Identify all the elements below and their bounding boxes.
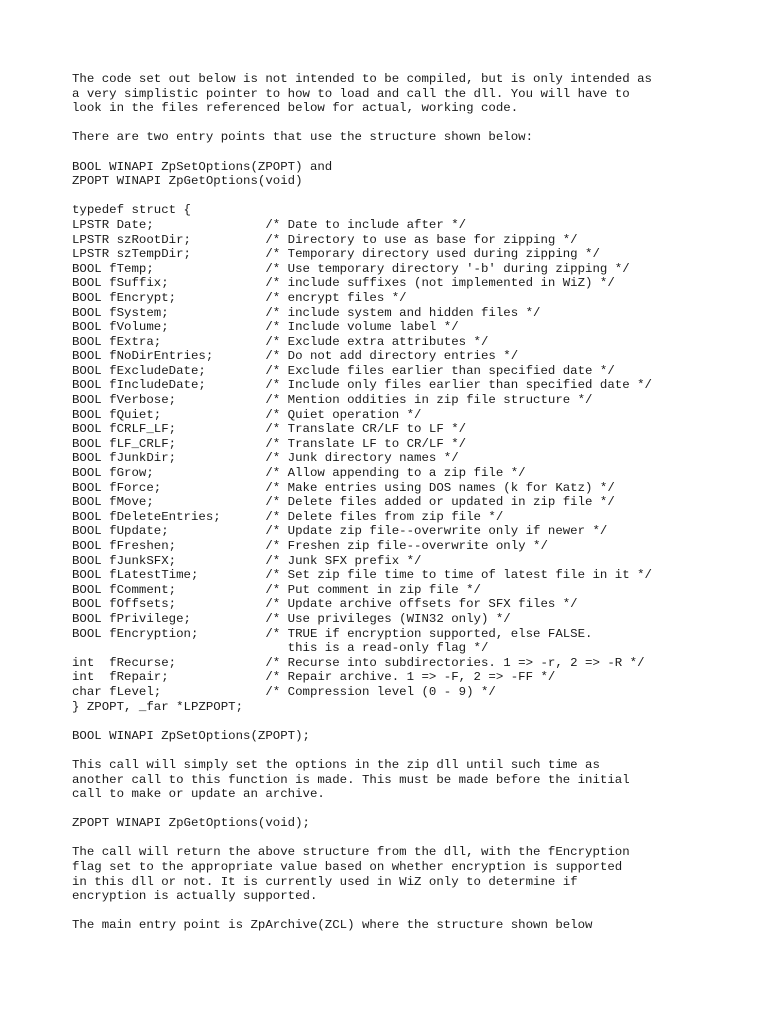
document-line: char fLevel; /* Compression level (0 - 9) */ (72, 684, 496, 699)
document-line: int fRecurse; /* Recurse into subdirectories. 1 => -r, 2 => -R */ (72, 655, 645, 670)
document-line (72, 145, 752, 160)
document-line: The call will return the above structure from the dll, with the fEncryption (72, 845, 630, 860)
document-line: BOOL fSuffix; /* include suffixes (not implemented in WiZ) */ (72, 276, 615, 291)
document-line: } ZPOPT, _far *LPZPOPT; (72, 699, 244, 714)
document-line: The code set out below is not intended to be compiled, but is only intended as (72, 72, 652, 86)
document-line: encryption is actually supported. (72, 889, 318, 904)
document-line: BOOL fUpdate; /* Update zip file--overwrite only if newer */ (72, 524, 608, 539)
document-line: BOOL fIncludeDate; /* Include only files earlier than specified date */ (72, 378, 652, 393)
document-line: BOOL fLatestTime; /* Set zip file time to time of latest file in it */ (72, 568, 652, 583)
document-line (72, 831, 752, 846)
document-line: ZPOPT WINAPI ZpGetOptions(void); (72, 816, 310, 831)
document-line: BOOL fExtra; /* Exclude extra attributes */ (72, 334, 489, 349)
document-line (72, 714, 752, 729)
document-line: look in the files referenced below for actual, working code. (72, 101, 519, 116)
document-line: This call will simply set the options in the zip dll until such time as (72, 757, 600, 772)
document-line: typedef struct { (72, 203, 191, 218)
document-line (72, 116, 752, 131)
document-line (72, 802, 752, 817)
document-line: BOOL fVerbose; /* Mention oddities in zip file structure */ (72, 393, 593, 408)
document-line: int fRepair; /* Repair archive. 1 => -F, 2 => -FF */ (72, 670, 556, 685)
document-page (72, 72, 752, 933)
document-line: BOOL fEncrypt; /* encrypt files */ (72, 290, 407, 305)
document-line: BOOL fExcludeDate; /* Exclude files earlier than specified date */ (72, 363, 615, 378)
document-line: BOOL fOffsets; /* Update archive offsets for SFX files */ (72, 597, 578, 612)
document-line: BOOL fComment; /* Put comment in zip file */ (72, 582, 481, 597)
document-line: BOOL fGrow; /* Allow appending to a zip file */ (72, 466, 526, 481)
document-line: BOOL fPrivilege; /* Use privileges (WIN32 only) */ (72, 611, 511, 626)
document-line: BOOL fMove; /* Delete files added or updated in zip file */ (72, 495, 615, 510)
document-line: flag set to the appropriate value based on whether encryption is supported (72, 860, 623, 875)
document-line: BOOL fJunkSFX; /* Junk SFX prefix */ (72, 553, 422, 568)
document-line: There are two entry points that use the structure shown below: (72, 130, 534, 145)
document-line: call to make or update an archive. (72, 787, 325, 802)
document-line: BOOL fVolume; /* Include volume label */ (72, 320, 459, 335)
document-line: BOOL fJunkDir; /* Junk directory names */ (72, 451, 459, 466)
document-line: BOOL fForce; /* Make entries using DOS names (k for Katz) */ (72, 480, 615, 495)
document-line: BOOL fSystem; /* include system and hidden files */ (72, 305, 541, 320)
document-line (72, 904, 752, 919)
document-line: BOOL fCRLF_LF; /* Translate CR/LF to LF */ (72, 422, 467, 437)
document-line: LPSTR Date; /* Date to include after */ (72, 217, 467, 232)
document-line: BOOL fLF_CRLF; /* Translate LF to CR/LF */ (72, 436, 467, 451)
document-line: BOOL fNoDirEntries; /* Do not add directory entries */ (72, 349, 519, 364)
document-line: BOOL WINAPI ZpSetOptions(ZPOPT); (72, 728, 310, 743)
document-line: a very simplistic pointer to how to load and call the dll. You will have to (72, 86, 630, 101)
document-line: BOOL fTemp; /* Use temporary directory '-b' during zipping */ (72, 261, 630, 276)
document-line: another call to this function is made. This must be made before the initial (72, 772, 630, 787)
document-line: in this dll or not. It is currently used in WiZ only to determine if (72, 874, 578, 889)
document-line: BOOL fFreshen; /* Freshen zip file--overwrite only */ (72, 539, 548, 553)
document-line (72, 743, 752, 758)
document-line: LPSTR szRootDir; /* Directory to use as base for zipping */ (72, 232, 578, 247)
document-line: The main entry point is ZpArchive(ZCL) where the structure shown below (72, 918, 593, 933)
document-line: ZPOPT WINAPI ZpGetOptions(void) (72, 174, 303, 189)
document-line: this is a read-only flag */ (72, 641, 489, 656)
document-line: BOOL fDeleteEntries; /* Delete files from zip file */ (72, 509, 504, 524)
document-line (72, 189, 752, 204)
document-line: BOOL fQuiet; /* Quiet operation */ (72, 407, 422, 422)
document-line: BOOL WINAPI ZpSetOptions(ZPOPT) and (72, 159, 333, 174)
document-line: BOOL fEncryption; /* TRUE if encryption supported, else FALSE. (72, 626, 593, 641)
document-line: LPSTR szTempDir; /* Temporary directory used during zipping */ (72, 247, 600, 262)
